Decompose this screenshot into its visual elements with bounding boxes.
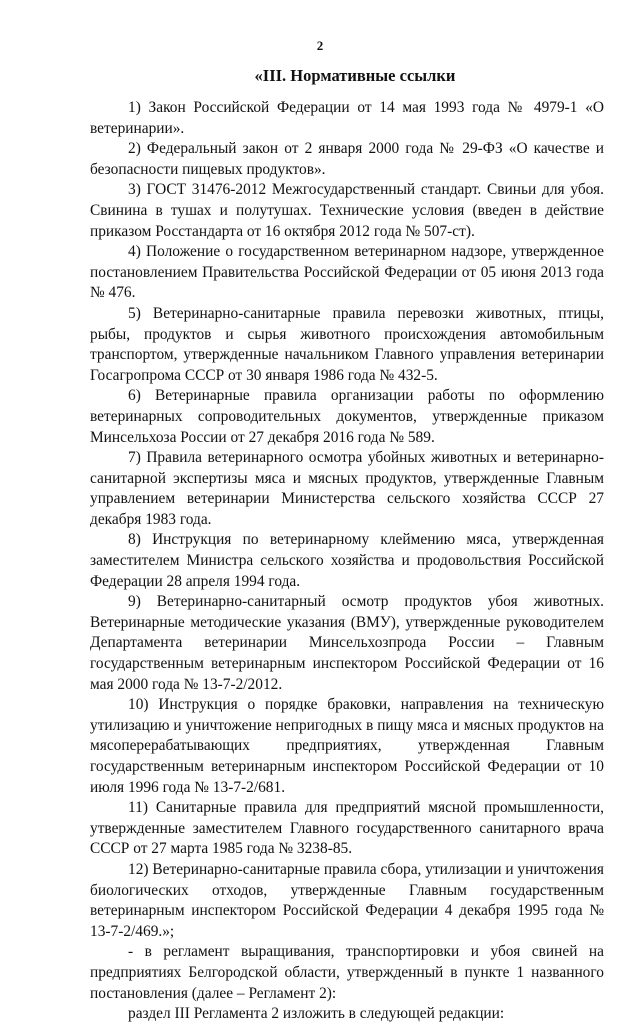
list-item: 5) Ветеринарно-санитарные правила перевозки животных, птицы, рыбы, продуктов и сырья животного происхождения автомобильным транспортом, утвержденные начальником Главного управления ветеринарии Госагропрома СССР от 30 января 1986 года № 432-5. — [90, 304, 604, 384]
section-title: «III. Нормативные ссылки — [254, 66, 456, 85]
list-item: 2) Федеральный закон от 2 января 2000 года № 29-ФЗ «О качестве и безопасности пищевых продуктов». — [90, 140, 604, 178]
list-item: 1) Закон Российской Федерации от 14 мая 1993 года № 4979-1 «О ветеринарии». — [90, 99, 604, 137]
list-item: 9) Ветеринарно-санитарный осмотр продуктов убоя животных. Ветеринарные методические указания (ВМУ), утвержденные руководителем Департамента ветеринарии Минсельхозпрода России – Главным государственным ветеринарным инспектором Российской Федерации от 16 мая 2000 года № 13-7-2/2012. — [90, 593, 604, 693]
closing-paragraph: - в регламент выращивания, транспортировки и убоя свиней на предприятиях Белгородской области, утвержденный в пункте 1 названного постановления (далее – Регламент 2): — [90, 943, 604, 1002]
list-item: 7) Правила ветеринарного осмотра убойных животных и ветеринарно-санитарной экспертизы мяса и мясных продуктов, утвержденные Главным управлением ветеринарии Министерства сельского хозяйства СССР 27 декабря 1983 года. — [90, 449, 604, 528]
list-item: 6) Ветеринарные правила организации работы по оформлению ветеринарных сопроводительных документов, утвержденные приказом Минсельхоза России от 27 декабря 2016 года № 589. — [90, 387, 604, 446]
document-body — [90, 98, 604, 1025]
list-item: 4) Положение о государственном ветеринарном надзоре, утвержденное постановлением Правительства Российской Федерации от 05 июня 2013 года № 476. — [90, 243, 604, 302]
list-item: 8) Инструкция по ветеринарному клеймению мяса, утвержденная заместителем Министра сельского хозяйства и продовольствия Российской Федерации 28 апреля 1994 года. — [90, 531, 604, 590]
list-item: 3) ГОСТ 31476-2012 Межгосударственный стандарт. Свиньи для убоя. Свинина в тушах и полутушах. Технические условия (введен в действие приказом Росстандарта от 16 октября 2012 года № 507-ст). — [90, 181, 604, 240]
list-item: 10) Инструкция о порядке браковки, направления на техническую утилизацию и уничтожение непригодных в пищу мяса и мясных продуктов на мясоперерабатывающих предприятиях, утвержденная Главным государственным ветеринарным инспектором Российской Федерации от 10 июля 1996 года № 13-7-2/681. — [90, 696, 604, 796]
page-number: 2 — [316, 38, 324, 53]
list-item: 12) Ветеринарно-санитарные правила сбора, утилизации и уничтожения биологических отходов, утвержденные Главным государственным ветеринарным инспектором Российской Федерации 4 декабря 1995 года № 13-7-2/469.»; — [90, 860, 604, 940]
closing-paragraph: раздел III Регламента 2 изложить в следующей редакции: — [128, 1005, 505, 1023]
list-item: 11) Санитарные правила для предприятий мясной промышленности, утвержденные заместителем Главного государственного санитарного врача СССР от 27 марта 1985 года № 3238-85. — [90, 799, 604, 858]
